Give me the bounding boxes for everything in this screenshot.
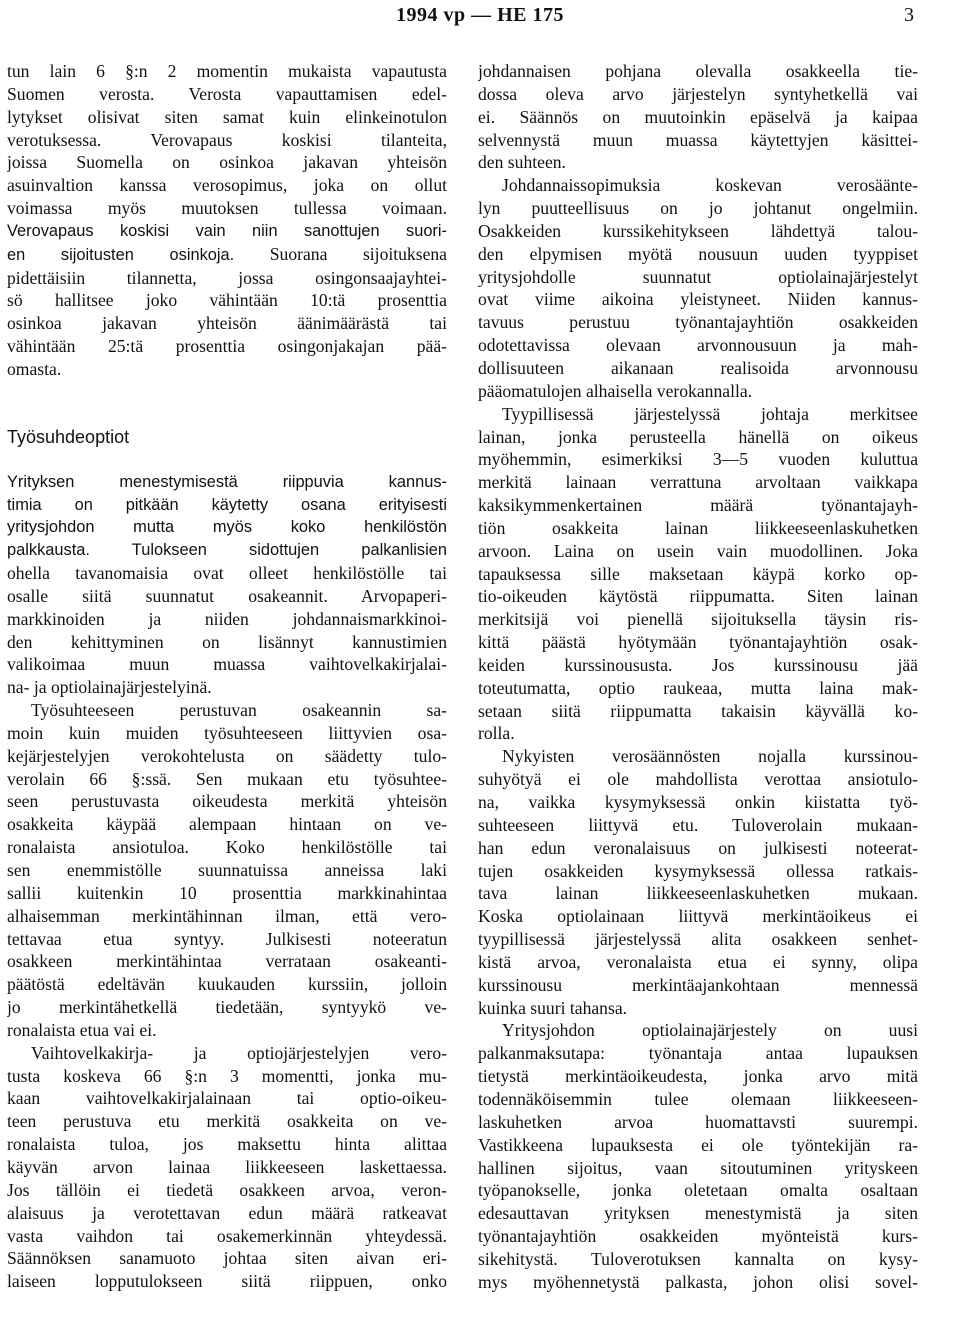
text-line: tiön osakkeita lainan liikkeeseenlaskuhetken (478, 517, 918, 538)
text-line: sallii kuitenkin 10 prosenttia markkinahintaa (7, 882, 447, 903)
text-line: moin kuin muiden työsuhteeseen liittyvien osa- (7, 722, 447, 743)
text-line: vasta vaihdon tai osakemerkinnän yhteydessä. (7, 1225, 447, 1246)
text-line: sikehitystä. Tuloverotuksen kannalta on kysy- (478, 1248, 918, 1269)
text-line: Johdannaissopimuksia koskevan verosääntе- (502, 175, 918, 196)
text-line: Verovapaus koskisi vain niin sanottujen suori- (7, 221, 447, 240)
text-line: kittä päästä hyötymään työnantajayhtiön osak- (478, 632, 918, 653)
text-line: Jos tällöin ei tiedetä osakkeen arvoa, veron- (7, 1179, 447, 1200)
text-line: na- ja optiolainajärjestelyinä. (7, 677, 212, 698)
body-paragraph (478, 745, 918, 1019)
text-line: myöhemmin, esimerkiksi 3—5 vuoden kuluttua (478, 449, 918, 470)
text-line: palkkausta. Tulokseen sidottujen palkanlisien (7, 541, 447, 560)
body-paragraph (478, 174, 918, 402)
right-column (478, 60, 918, 1294)
text-line: verolain 66 §:ssä. Sen mukaan etu työsuhtee- (7, 768, 447, 789)
text-line: Vastikkeena lupauksesta ei ole työntekijän ra- (478, 1134, 918, 1155)
text-line: ronalaista ansiotuloa. Koko henkilöstölle tai (7, 837, 447, 858)
document-title: 1994 vp — HE 175 (395, 4, 565, 26)
text-line: dossa oleva arvo järjestelyn syntyhetkellä vai (478, 83, 918, 104)
left-column (7, 60, 447, 1293)
text-line: seen perustuvasta oikeudesta merkitä yhteisön (7, 791, 447, 812)
section-heading: Työsuhdeoptiot (7, 426, 130, 447)
text-line: den elpymisen myötä nousuun uuden tyyppiset (478, 243, 918, 264)
text-line: kaan vaihtovelkakirjalainaan tai optio-oikeu- (7, 1088, 447, 1109)
text-line: Työsuhteeseen perustuvan osakeannin sa- (31, 700, 447, 721)
text-line: na, vaikka kysymyksessä onkin kiistatta työ- (478, 792, 918, 812)
text-line: yritysjohdolle suunnatut optiolainajärjestelyt (478, 266, 918, 287)
text-line: Koska optiolainaan liittyvä merkintäoikeus ei (478, 906, 918, 927)
text-line: asuinvaltion kanssa verosopimus, joka on ollut (7, 175, 447, 196)
text-line: osakkeen merkintähintaa verrataan osakeanti- (7, 951, 447, 972)
text-line: keiden kurssinoususta. Jos kurssinousu jää (478, 654, 918, 675)
text-line: vähintään 25:tä prosenttia osingonjakajan pää- (7, 336, 447, 357)
body-paragraph (7, 471, 447, 699)
text-line: Yrityksen menestymisestä riippuvia kannus- (7, 472, 447, 491)
body-paragraph (478, 60, 918, 174)
text-line: tietystä merkintäoikeudesta, jonka arvo mitä (478, 1066, 918, 1087)
text-line: hallinen sijoitus, vaan sitoutuminen yrityskeen (478, 1157, 918, 1178)
text-line: osalle siitä suunnatut osakeannit. Arvopaperi- (7, 585, 447, 606)
text-line: dollisuuteen aikanaan realisoida arvonnousu (478, 357, 918, 378)
body-paragraph (7, 699, 447, 1042)
text-line: odotettavissa olevaan arvonnousuun ja mah- (478, 335, 918, 356)
text-line: Säännöksen sanamuoto johtaa siten aivan eri- (7, 1248, 447, 1269)
running-header (0, 4, 960, 30)
text-line: rolla. (478, 723, 515, 744)
text-line: todennäköisemmin tulee olemaan liikkeeseen- (478, 1088, 918, 1109)
text-line: palkanmaksutapa: työnantaja antaa lupauksen (478, 1043, 918, 1064)
text-line-mixed (7, 243, 447, 267)
text-line: Tyypillisessä järjestelyssä johtaja merkitsee (502, 403, 918, 424)
text-line: setaan siitä riippumatta takaisin käyvällä ko- (478, 700, 918, 721)
text-line: markkinoiden ja niiden johdannaismarkkinoi- (7, 608, 447, 629)
text-line: käyvän arvon lainaa liikkeeseen laskettaessa. (7, 1156, 447, 1177)
text-line: ohella tavanomaisia ovat olleet henkilöstölle tai (7, 563, 447, 584)
text-line: ei. Säännös on muutoinkin epäselvä ja kaipaa (478, 106, 918, 127)
text-line: kurssinousu merkintäajankohtaan mennessä (478, 974, 918, 995)
text-line: verotuksessa. Verovapaus koskisi tilanteita, (7, 129, 447, 150)
text-line: yritysjohdon mutta myös koko henkilöstön (7, 518, 447, 537)
text-line: Vaihtovelkakirja- ja optiojärjestelyjen vero- (31, 1042, 447, 1063)
text-line: lytykset olisivat siten samat kuin elinkeinotulon (7, 106, 447, 127)
text-line: den suhteen. (478, 152, 566, 173)
text-line: ronalaista tuloa, jos maksettu hinta alittaa (7, 1134, 447, 1155)
text-line: osinkoa jakavan yhteisön äänimäärästä tai (7, 313, 447, 334)
text-line: ronalaista etua vai ei. (7, 1019, 157, 1040)
text-line: Suomen verosta. Verosta vapauttamisen edel- (7, 83, 447, 104)
body-paragraph (478, 403, 918, 746)
text-line: tio-oikeuden käytöstä riippumatta. Siten lainan (478, 586, 918, 607)
text-line: laiseen lopputulokseen siitä riippuen, onko (7, 1271, 447, 1292)
text-line: sö hallitsee joko vähintään 10:tä prosenttia (7, 290, 447, 311)
text-line: alhaisemman merkintähinnan ilman, että vero- (7, 905, 447, 926)
text-line: timia on pitkään käytetty osana erityisesti (7, 495, 447, 514)
text-line: jo merkintähetkellä tiedetään, syntyykö ve- (7, 997, 447, 1018)
text-line: alaisuus ja verotettavan edun määrä ratkeavat (7, 1202, 447, 1223)
text-line: valikoimaa muun muassa vaihtovelkakirjalai- (7, 654, 447, 675)
text-line: päätöstä edeltävän kuukauden kurssiin, jolloin (7, 974, 447, 995)
text-line: merkitä lainaan verrattuna arvoltaan vaikkapa (478, 472, 918, 493)
body-paragraph (7, 1042, 447, 1293)
text-line: selvennystä muun muassa käytettyjen käsittei- (478, 129, 918, 150)
text-line: merkitsijä voi pienellä sijoituksella täysin ris- (478, 609, 918, 630)
text-line: omasta. (7, 358, 62, 379)
text-line: edesauttavan yrityksen menestymistä ja siten (478, 1203, 918, 1224)
text-line: teen perustuva etu merkitä osakkeita on ve- (7, 1111, 447, 1132)
text-line: kaksikymmenkertainen määrä työnantajayh- (478, 495, 918, 516)
text-line: tyypillisessä järjestelyssä alita osakkeen senhet- (478, 929, 918, 950)
text-line: joissa Suomella on osinkoa jakavan yhteisön (7, 152, 447, 173)
text-line: pidettäisiin tilannetta, jossa osingonsaajayhtei- (7, 267, 447, 288)
text-line: tava lainan liikkeeseenlaskuhetken mukaan. (478, 883, 918, 904)
text-line: tettavaa etua syntyy. Julkisesti noteeratun (7, 928, 447, 949)
text-line: tujen osakkeiden kysymyksessä ollessa ratkais- (478, 860, 918, 881)
text-line: den kehittyminen on lisännyt kannustimien (7, 631, 447, 652)
intro-paragraph (7, 60, 447, 381)
text-line: lyn puutteellisuus on jo johtanut ongelmiin. (478, 198, 918, 219)
page-number: 3 (904, 4, 914, 26)
text-line: ovat viime aikoina yleistyneet. Niiden kannus- (478, 289, 918, 310)
text-line: Yritysjohdon optiolainajärjestely on uusi (502, 1020, 918, 1041)
text-line: laskuhetken arvoa huomattavsti suurempi. (478, 1111, 918, 1132)
text-line: han edun veronalaisuus on julkisesti noteerat- (478, 837, 918, 858)
text-line: työnantajayhtiön osakkeiden myönteistä kurs- (478, 1226, 918, 1247)
text-line: voimassa myös muutoksen tullessa voimaan. (7, 198, 447, 219)
text-line: Osakkeiden kurssikehitykseen lähdettyä talou- (478, 220, 918, 241)
text-line: toteutumatta, optio raukeaa, mutta laina mak- (478, 677, 918, 698)
body-paragraph (478, 1019, 918, 1293)
text-line: arvoon. Laina on usein vain muodollinen. Joka (478, 540, 918, 561)
text-line: tavuus perustuu työnantajayhtiön osakkeiden (478, 312, 918, 333)
text-line: tapauksessa sille maksetaan käypä korko op- (478, 563, 918, 584)
text-line: kistä arvoa, veronalaista etua ei synny, olipa (478, 951, 918, 972)
text-line: tusta koskeva 66 §:n 3 momentti, jonka mu- (7, 1065, 447, 1086)
text-line: mys myöhennetystä palkasta, johon olisi sovel- (478, 1271, 918, 1292)
text-line: kejärjestelyjen verokohtelusta on säädetty tulo- (7, 745, 447, 766)
text-fragment: en sijoitusten osinkoja. (7, 245, 235, 264)
text-line: Nykyisten verosäännösten nojalla kurssinou- (502, 746, 918, 767)
text-line: johdannaisen pohjana olevalla osakkeella tie- (478, 61, 918, 81)
text-line: sen enemmistölle suunnatuissa anneissa laki (7, 860, 447, 880)
text-line: työpanokselle, jonka oletetaan omalta osaltaan (478, 1180, 918, 1201)
text-line: tun lain 6 §:n 2 momentin mukaista vapautusta (7, 61, 447, 81)
text-line: pääomatulojen alhaisella verokannalla. (478, 380, 753, 401)
text-line: suhteeseen liittyvä etu. Tuloverolain mukaan- (478, 814, 918, 835)
text-line: osakkeita käypää alempaan hintaan on ve- (7, 814, 447, 835)
text-line: kuinka suuri tahansa. (478, 997, 628, 1018)
text-line: lainan, jonka perusteella hänellä on oikeus (478, 426, 918, 447)
text-line: suhyötyä ei ole mahdollista verottaa ansiotulo- (478, 769, 918, 790)
text-fragment: Suorana sijoituksena (269, 243, 447, 264)
